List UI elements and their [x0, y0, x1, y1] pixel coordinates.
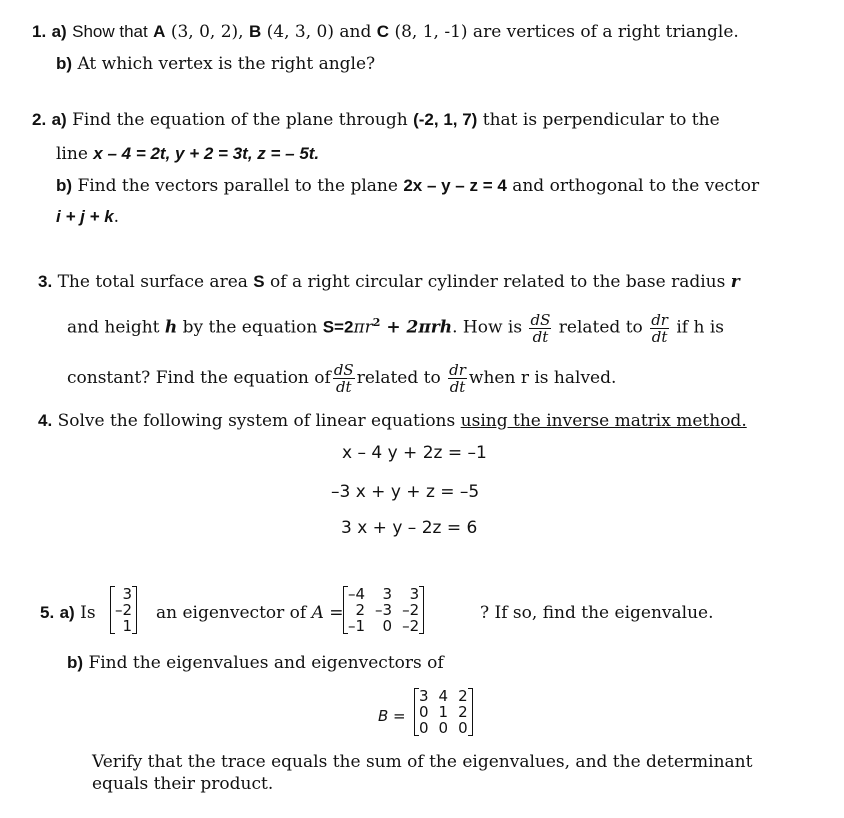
- matrix-cell: 3: [409, 585, 420, 603]
- q3-s: S: [253, 272, 265, 291]
- q2-line-a2: [56, 143, 319, 165]
- q5-is: Is: [80, 603, 96, 623]
- q3-text-9: related to: [356, 368, 441, 388]
- q1-line-a: [32, 21, 739, 43]
- q2-line-b2: [56, 206, 119, 228]
- eigenvector-matrix: [110, 586, 137, 634]
- q3-eq-sup: 2: [372, 316, 381, 329]
- matrix-cell: 3: [419, 687, 429, 705]
- matrix-row: [343, 618, 424, 634]
- matrix-cell: –2: [402, 617, 420, 635]
- point-c: C: [376, 22, 390, 41]
- q2-b-label: b): [56, 176, 73, 195]
- q3-r: r: [730, 272, 740, 292]
- q4-line-1: [38, 410, 747, 432]
- q3-eq-c: + 2πrh: [380, 317, 453, 338]
- frac-den: dt: [651, 327, 668, 346]
- bracket-left: [343, 586, 348, 634]
- frac-num: dS: [333, 361, 354, 379]
- matrix-cell: –2: [115, 601, 133, 619]
- matrix-row: [414, 720, 473, 736]
- q2-line-b1: [56, 175, 759, 197]
- bracket-right: [132, 586, 137, 634]
- matrix-a: [343, 586, 424, 634]
- frac-num: dS: [530, 310, 551, 329]
- q3-line-1: [38, 271, 740, 293]
- q5-a-suffix: ? If so, find the eigenvalue.: [480, 603, 714, 623]
- matrix-cell: 0: [438, 719, 449, 737]
- point-b-coords: (4, 3, 0) and: [266, 22, 372, 42]
- q2-end: .: [113, 207, 120, 227]
- q4-equation-2: –3 x + y + z = –5: [331, 482, 480, 502]
- bracket-right: [468, 688, 473, 736]
- frac-num: dr: [449, 361, 466, 379]
- q1-b-text: At which vertex is the right angle?: [77, 54, 376, 74]
- q2-a-text-2: that is perpendicular to the: [482, 110, 720, 130]
- matrix-cell: 0: [419, 719, 429, 737]
- q5-b-matrix-label: B =: [378, 707, 406, 725]
- matrix-cell: –4: [348, 585, 366, 603]
- q2-number: 2.: [32, 110, 47, 129]
- q3-text-4: by the equation: [182, 317, 318, 338]
- q4-number: 4.: [38, 411, 53, 430]
- frac-den: dt: [335, 378, 352, 396]
- bracket-left: [414, 688, 419, 736]
- q5-a-label: a): [59, 603, 75, 622]
- q4-text-1: Solve the following system of linear equations: [57, 411, 456, 431]
- q4-equation-1: x – 4 y + 2z = –1: [342, 443, 487, 463]
- q3-text-10: when r is halved.: [468, 368, 617, 388]
- q2-a-text: Find the equation of the plane through: [72, 110, 408, 130]
- q1-a-label: a): [51, 22, 67, 41]
- bracket-right: [419, 586, 424, 634]
- q5-a-text: an eigenvector of: [156, 603, 307, 623]
- frac-num: dr: [651, 310, 668, 329]
- q1-b-label: b): [56, 54, 73, 73]
- q5-line-b: [67, 652, 444, 674]
- q3-eq-a: S=2: [322, 317, 354, 337]
- point-a-coords: (3, 0, 2),: [170, 22, 244, 42]
- q3-eq-b: πr: [353, 317, 373, 338]
- q3-line-2: [67, 303, 724, 348]
- q3-text-6: related to: [558, 317, 643, 338]
- q3-h: h: [164, 317, 178, 338]
- point-b: B: [248, 22, 262, 41]
- matrix-cell: –2: [402, 601, 420, 619]
- matrix-cell: 3: [382, 585, 393, 603]
- matrix-cell: –1: [348, 617, 366, 635]
- q2-line-equation: x – 4 = 2t, y + 2 = 3t, z = – 5t.: [93, 144, 320, 163]
- q5-number: 5.: [40, 603, 55, 622]
- q3-text-8: constant? Find the equation of: [67, 368, 331, 388]
- q2-line-a1: [32, 109, 720, 131]
- matrix-cell: 0: [382, 617, 393, 635]
- q1-line-b: [56, 53, 375, 75]
- point-a: A: [153, 22, 166, 41]
- point-c-coords: (8, 1, -1) are vertices of a right triangle.: [394, 22, 739, 42]
- q3-text-1: The total surface area: [57, 272, 248, 292]
- bracket-left: [110, 586, 115, 634]
- q2-a-label: a): [51, 110, 67, 129]
- q4-equation-3: 3 x + y – 2z = 6: [341, 518, 478, 538]
- matrix-b: [414, 688, 473, 736]
- frac-den: dt: [532, 327, 549, 346]
- q2-point: (-2, 1, 7): [413, 110, 478, 129]
- q2-b-text: Find the vectors parallel to the plane: [77, 176, 398, 196]
- matrix-cell: 4: [438, 687, 449, 705]
- q5-b-text: Find the eigenvalues and eigenvectors of: [88, 653, 444, 673]
- q5-a-prefix: [40, 602, 96, 624]
- matrix-cell: 2: [458, 703, 468, 721]
- matrix-cell: –3: [375, 601, 393, 619]
- q3-frac-ds-dt-2: [333, 362, 355, 395]
- matrix-cell: 0: [419, 703, 429, 721]
- matrix-row: [343, 602, 424, 618]
- q3-frac-dr-dt-2: [448, 362, 467, 395]
- q3-frac-ds-dt: [529, 312, 551, 345]
- q2-b-text-2: and orthogonal to the vector: [512, 176, 760, 196]
- q3-text-3: and height: [67, 317, 160, 338]
- matrix-cell: 2: [355, 601, 366, 619]
- frac-den: dt: [449, 378, 466, 396]
- q3-number: 3.: [38, 272, 53, 291]
- q2-plane-equation: 2x – y – z = 4: [403, 176, 507, 195]
- matrix-cell: 2: [458, 687, 468, 705]
- q2-line-word: line: [56, 144, 88, 164]
- matrix-row: [414, 688, 473, 704]
- q5-verify-1: Verify that the trace equals the sum of the eigenvalues, and the determinant: [92, 752, 753, 772]
- q3-line-3: [67, 358, 616, 398]
- q5-verify-2: equals their product.: [92, 774, 274, 794]
- q3-text-7: if h is: [676, 317, 725, 338]
- matrix-cell: 1: [122, 617, 133, 635]
- q5-a-matrix-label: A =: [311, 603, 344, 623]
- matrix-cell: 1: [438, 703, 449, 721]
- q3-text-2: of a right circular cylinder related to the base radius: [270, 272, 726, 292]
- q3-frac-dr-dt: [650, 312, 669, 345]
- q1-number: 1.: [32, 22, 47, 41]
- q2-vector: i + j + k: [56, 207, 114, 226]
- matrix-cell: 0: [458, 719, 468, 737]
- q4-method: using the inverse matrix method.: [460, 411, 747, 431]
- q1-a-text: Show that: [72, 22, 148, 41]
- q5-a-middle: [156, 602, 344, 624]
- matrix-row: [414, 704, 473, 720]
- q5-b-label: b): [67, 653, 84, 672]
- matrix-row: [343, 586, 424, 602]
- q3-text-5: . How is: [452, 317, 523, 338]
- matrix-cell: 3: [122, 585, 133, 603]
